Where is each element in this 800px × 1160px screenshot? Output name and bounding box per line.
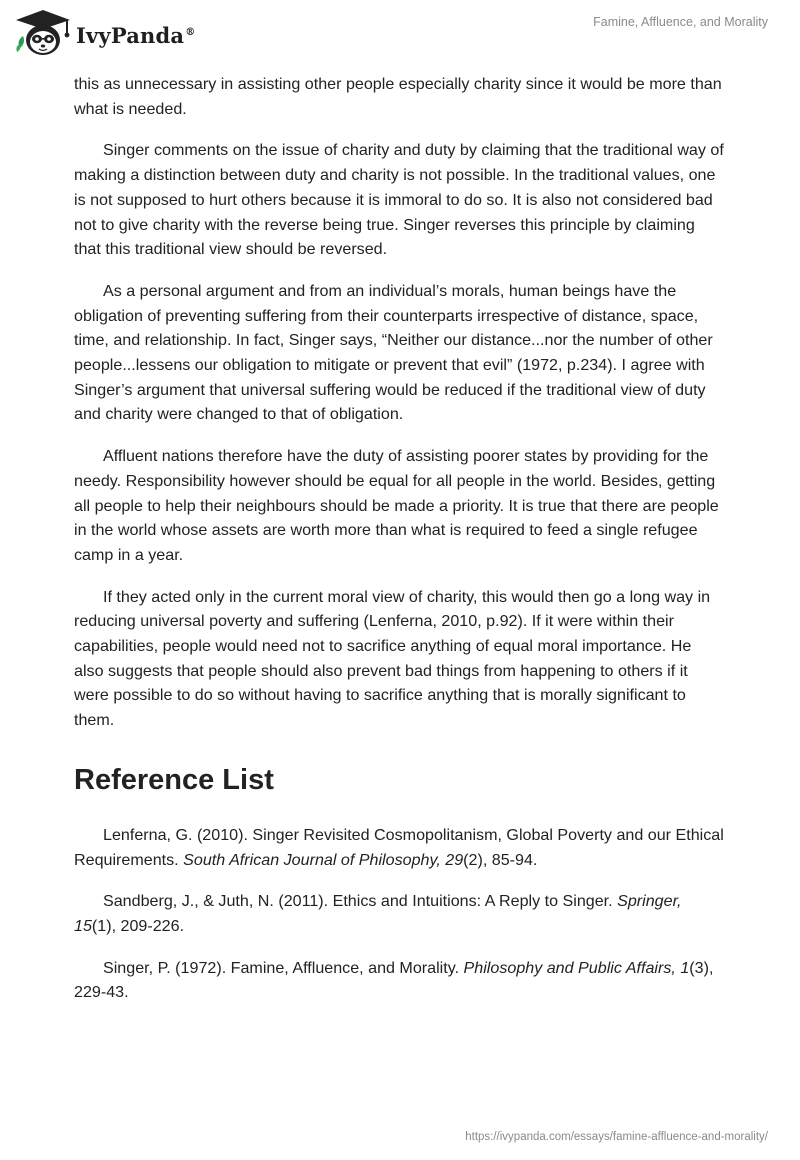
essay-content bbox=[74, 72, 724, 1022]
page-header bbox=[0, 0, 800, 70]
source-url-link[interactable]: https://ivypanda.com/essays/famine-affluence-and-morality/ bbox=[465, 1131, 768, 1143]
body-paragraph: As a personal argument and from an individual’s morals, human beings have the obligation of preventing suffering from their counterparts irrespective of distance, space, time, and relationship. In fact, Singer says, “Neither our distance...nor the number of other people...lessens our obligation to mitigate or prevent that evil” (1972, p.234). I agree with Singer’s argument that universal suffering would be reduced if the traditional view of duty and charity were changed to that of obligation. bbox=[74, 281, 713, 424]
reference-text: Sandberg, J., & Juth, N. (2011). Ethics and Intuitions: A Reply to Singer. bbox=[103, 892, 618, 911]
body-paragraph: this as unnecessary in assisting other people especially charity since it would be more than what is needed. bbox=[74, 75, 722, 118]
reference-entry bbox=[74, 823, 724, 872]
reference-entry bbox=[74, 889, 724, 938]
reference-entry bbox=[74, 956, 724, 1005]
reference-list-heading: Reference List bbox=[74, 763, 274, 796]
body-paragraph: If they acted only in the current moral view of charity, this would then go a long way in reducing universal poverty and suffering (Lenferna, 2010, p.92). If it were within their capabilities, people would need not to sacrifice anything of equal moral importance. He also suggests that people should also prevent bad things from happening to others if it were possible to do so without having to sacrifice anything that is morally significant to them. bbox=[74, 587, 711, 730]
reference-text: Lenferna, G. (2010). Singer Revisited Cosmopolitanism, Global Poverty and our Ethical Requirements. bbox=[74, 825, 724, 869]
body-paragraph: Affluent nations therefore have the duty of assisting poorer states by providing for the needy. Responsibility however should be equal for all people in the world. Besides, getting all people to help their neighbours should be made a priority. It is true that there are people in the world whose assets are worth more than what is required to feed a single refugee camp in a year. bbox=[74, 447, 719, 564]
reference-text: Singer, P. (1972). Famine, Affluence, and Morality. bbox=[103, 958, 464, 977]
body-paragraph: Singer comments on the issue of charity and duty by claiming that the traditional way of making a distinction between duty and charity is not possible. In the traditional values, one is not supposed to hurt others because it is immoral to do so. It is also not considered bad not to give charity with the reverse being true. Singer reverses this principle by claiming that this traditional view should be reversed. bbox=[74, 141, 724, 259]
document-title: Famine, Affluence, and Morality bbox=[593, 15, 768, 29]
reference-journal: South African Journal of Philosophy, 29 bbox=[183, 850, 464, 869]
panda-graduate-icon bbox=[14, 8, 72, 58]
reference-journal: Philosophy and Public Affairs, 1 bbox=[463, 958, 690, 977]
registered-mark: ® bbox=[185, 26, 196, 38]
reference-issue: (1), 209-226. bbox=[91, 916, 185, 935]
reference-issue: (3), 229-43. bbox=[74, 958, 714, 1002]
brand-name: IvyPanda® bbox=[76, 22, 196, 48]
reference-journal: Springer, 15 bbox=[74, 892, 682, 935]
ivypanda-logo[interactable] bbox=[14, 8, 195, 58]
reference-issue: (2), 85-94. bbox=[463, 850, 538, 869]
